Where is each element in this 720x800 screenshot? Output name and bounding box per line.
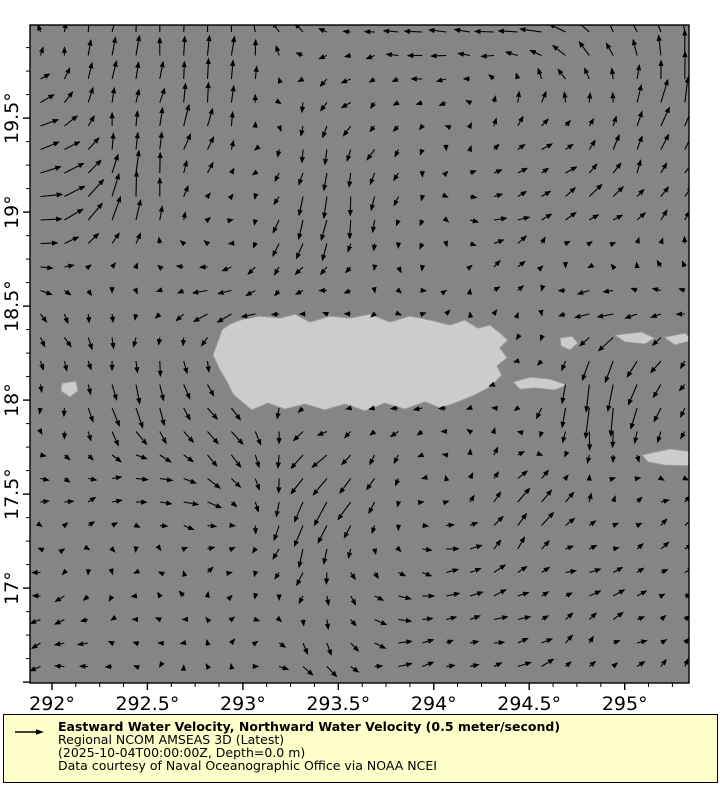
plot-area [1, 7, 696, 712]
legend-box [3, 714, 718, 783]
y-axis-tick-label: 19° [1, 195, 23, 229]
y-axis-tick-label: 17.5° [1, 468, 23, 521]
y-axis-tick-label: 19.5° [1, 92, 23, 145]
x-axis-tick-label: 295° [601, 693, 648, 712]
legend-courtesy-line: Data courtesy of Naval Oceanographic Office via NOAA NCEI [58, 758, 437, 773]
x-axis-tick-label: 292° [29, 693, 75, 712]
x-axis-tick-label: 293.5° [306, 693, 371, 712]
y-axis-tick-label: 18° [1, 383, 23, 417]
y-axis-tick-label: 17° [1, 571, 23, 605]
x-axis-tick-label: 293° [220, 693, 266, 712]
reference-arrow-icon [14, 723, 46, 742]
y-axis-tick-label: 18.5° [1, 280, 23, 333]
x-axis-tick-label: 294° [410, 693, 457, 712]
legend-title: Eastward Water Velocity, Northward Water Velocity (0.5 meter/second) [58, 719, 561, 734]
x-axis-tick-label: 294.5° [497, 693, 562, 712]
legend-time-depth-line: (2025-10-04T00:00:00Z, Depth=0.0 m) [58, 745, 306, 760]
legend-dataset-line: Regional NCOM AMSEAS 3D (Latest) [58, 732, 285, 747]
land-polygon-puerto-rico [213, 314, 508, 411]
x-axis-tick-label: 292.5° [115, 693, 180, 712]
